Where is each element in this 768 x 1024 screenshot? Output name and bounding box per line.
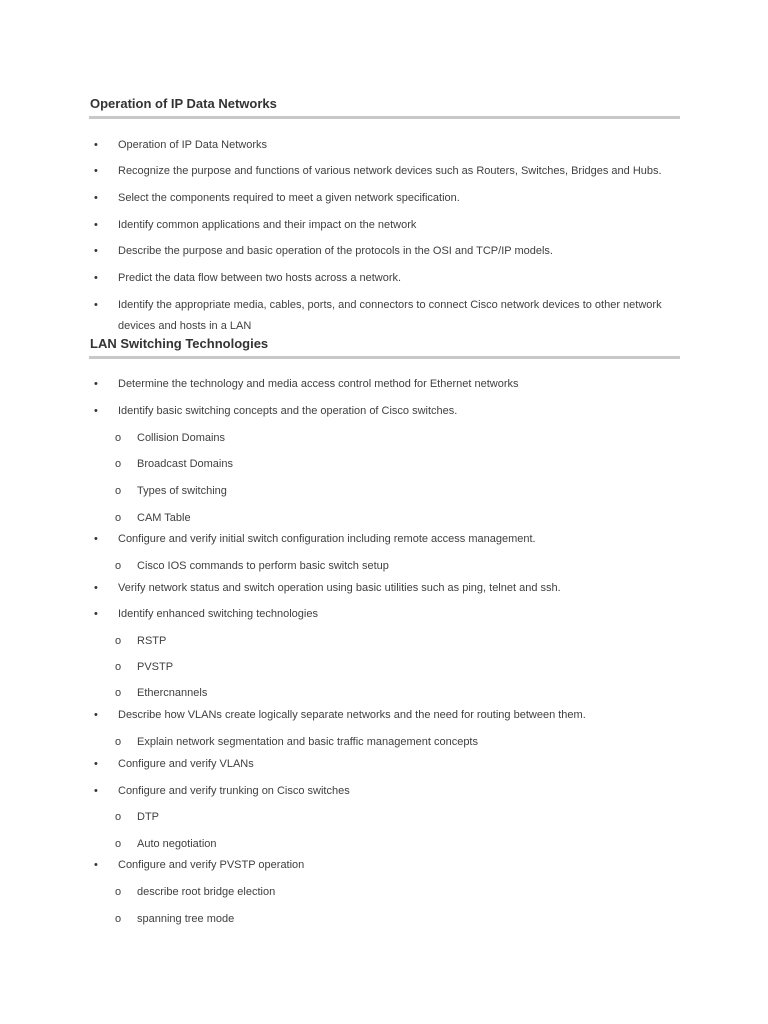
bullet-glyph: • (94, 378, 98, 390)
subbullet-glyph: o (115, 886, 122, 898)
sub-list-item: Explain network segmentation and basic traffic management concepts (137, 736, 478, 748)
sub-list-item: RSTP (137, 635, 167, 647)
bullet-glyph: • (94, 785, 98, 797)
list-item: Configure and verify trunking on Cisco switches (118, 785, 350, 797)
list-item: Configure and verify initial switch configuration including remote access management. (118, 533, 536, 545)
subbullet-glyph: o (115, 811, 122, 823)
list-item: Configure and verify PVSTP operation (118, 859, 305, 871)
sub-list-item: CAM Table (137, 512, 191, 524)
sub-list-item: describe root bridge election (137, 886, 276, 898)
bullet-glyph: • (94, 245, 98, 257)
list-item: Identify basic switching concepts and the operation of Cisco switches. (118, 405, 458, 417)
section-heading-operation-ip: Operation of IP Data Networks (90, 96, 277, 111)
sub-list-item: Cisco IOS commands to perform basic switch setup (137, 560, 389, 572)
section-rule (89, 356, 680, 359)
bullet-glyph: • (94, 533, 98, 545)
sub-list-item: DTP (137, 811, 159, 823)
list-item: Describe the purpose and basic operation of the protocols in the OSI and TCP/IP models. (118, 245, 553, 257)
subbullet-glyph: o (115, 913, 122, 925)
subbullet-glyph: o (115, 687, 122, 699)
sub-list-item: Broadcast Domains (137, 458, 233, 470)
list-item-continuation: devices and hosts in a LAN (118, 320, 252, 332)
sub-list-item: spanning tree mode (137, 913, 235, 925)
subbullet-glyph: o (115, 635, 122, 647)
list-item: Operation of IP Data Networks (118, 139, 267, 151)
bullet-glyph: • (94, 192, 98, 204)
section-heading-lan-switching: LAN Switching Technologies (90, 336, 269, 351)
bullet-glyph: • (94, 299, 98, 311)
bullet-glyph: • (94, 405, 98, 417)
section-rule (89, 116, 680, 119)
bullet-glyph: • (94, 582, 98, 594)
sub-list-item: Ethercnannels (137, 687, 208, 699)
list-item: Recognize the purpose and functions of various network devices such as Routers, Switches, Bridges and Hubs. (118, 165, 662, 177)
subbullet-glyph: o (115, 458, 122, 470)
list-item: Verify network status and switch operation using basic utilities such as ping, telnet and ssh. (118, 582, 561, 594)
bullet-glyph: • (94, 608, 98, 620)
subbullet-glyph: o (115, 512, 122, 524)
list-item: Describe how VLANs create logically separate networks and the need for routing between them. (118, 709, 586, 721)
subbullet-glyph: o (115, 432, 122, 444)
subbullet-glyph: o (115, 485, 122, 497)
bullet-glyph: • (94, 758, 98, 770)
list-item: Predict the data flow between two hosts across a network. (118, 272, 402, 284)
list-item: Determine the technology and media access control method for Ethernet networks (118, 378, 519, 390)
sub-list-item: Auto negotiation (137, 838, 217, 850)
subbullet-glyph: o (115, 838, 122, 850)
sub-list-item: PVSTP (137, 661, 174, 673)
bullet-glyph: • (94, 272, 98, 284)
bullet-glyph: • (94, 219, 98, 231)
bullet-glyph: • (94, 139, 98, 151)
subbullet-glyph: o (115, 661, 122, 673)
list-item: Select the components required to meet a given network specification. (118, 192, 460, 204)
list-item: Identify the appropriate media, cables, ports, and connectors to connect Cisco network devices to other network (118, 299, 662, 311)
bullet-glyph: • (94, 709, 98, 721)
list-item: Identify enhanced switching technologies (118, 608, 318, 620)
sub-list-item: Types of switching (137, 485, 227, 497)
subbullet-glyph: o (115, 560, 122, 572)
list-item: Configure and verify VLANs (118, 758, 254, 770)
sub-list-item: Collision Domains (137, 432, 226, 444)
bullet-glyph: • (94, 859, 98, 871)
subbullet-glyph: o (115, 736, 122, 748)
list-item: Identify common applications and their impact on the network (118, 219, 417, 231)
bullet-glyph: • (94, 165, 98, 177)
